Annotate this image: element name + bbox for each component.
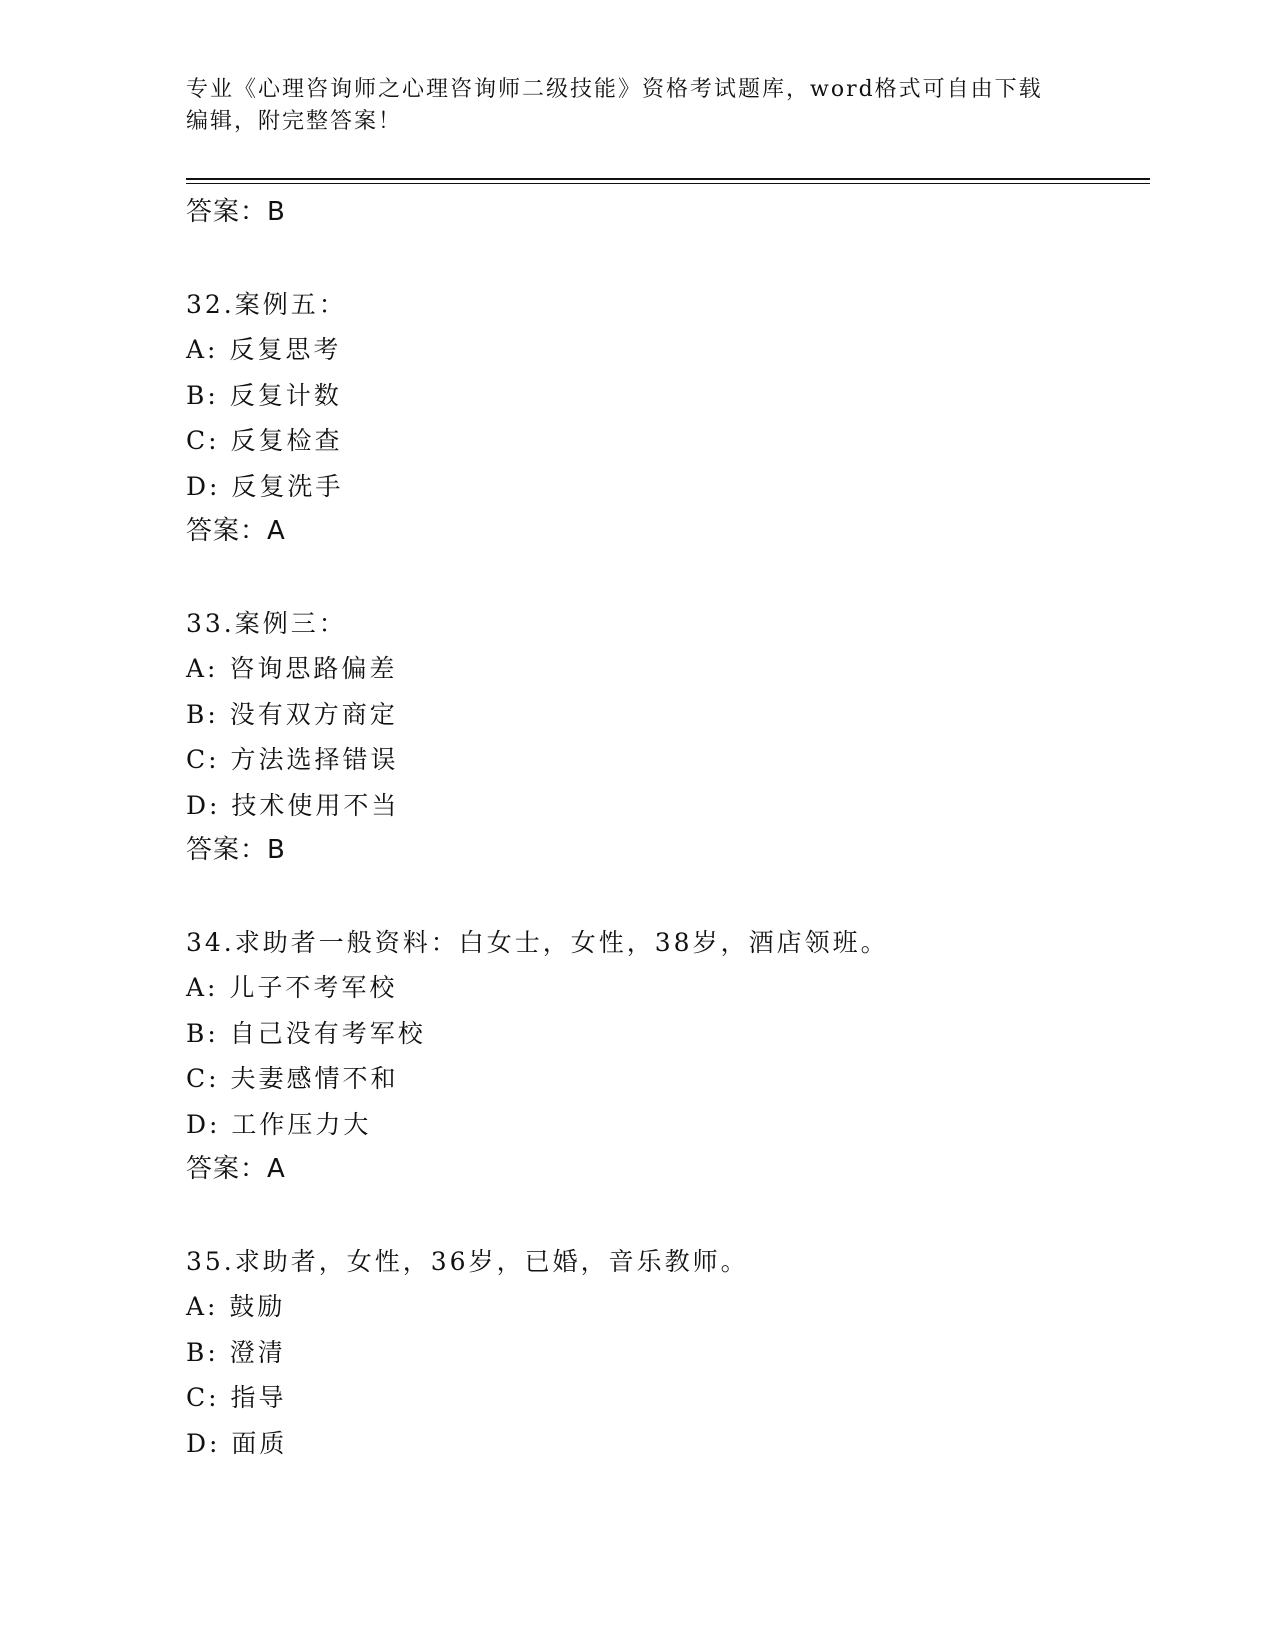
question-stem: 32.案例五： — [186, 289, 347, 319]
question-list — [186, 190, 1150, 1466]
option-a: A: 反复思考 — [186, 335, 342, 364]
option-b: B: 自己没有考军校 — [186, 1018, 426, 1048]
option-a: A: 鼓励 — [186, 1292, 286, 1321]
header-title-line-1: 专业《心理咨询师之心理咨询师二级技能》资格考试题库，word格式可自由下载 — [186, 77, 1043, 102]
question-35 — [186, 1239, 1150, 1467]
question-33 — [186, 601, 1150, 874]
question-stem: 34.求助者一般资料：白女士，女性，38岁，酒店领班。 — [186, 927, 889, 957]
answer-line: 答案：A — [186, 516, 286, 546]
spacer — [186, 555, 1150, 601]
question-34 — [186, 920, 1150, 1193]
spacer — [186, 236, 1150, 282]
option-a: A: 咨询思路偏差 — [186, 654, 398, 683]
option-c: C: 方法选择错误 — [186, 745, 399, 774]
option-c: C: 夫妻感情不和 — [186, 1064, 399, 1093]
answer-line: 答案：B — [186, 835, 286, 865]
header-divider-thick — [186, 178, 1150, 180]
option-b: B: 没有双方商定 — [186, 699, 398, 729]
option-a: A: 儿子不考军校 — [186, 973, 398, 1002]
option-c: C: 反复检查 — [186, 426, 343, 455]
answer-line: 答案：B — [186, 197, 286, 227]
option-c: C: 指导 — [186, 1383, 287, 1412]
document-header — [186, 74, 1086, 138]
option-d: D: 工作压力大 — [186, 1109, 372, 1139]
header-divider-thin — [186, 183, 1150, 184]
spacer — [186, 874, 1150, 920]
spacer — [186, 1193, 1150, 1239]
question-32 — [186, 282, 1150, 555]
option-b: B: 澄清 — [186, 1337, 286, 1367]
option-d: D: 技术使用不当 — [186, 790, 400, 820]
answer-line: 答案：A — [186, 1154, 286, 1184]
option-b: B: 反复计数 — [186, 380, 342, 410]
question-stem: 35.求助者，女性，36岁，已婚，音乐教师。 — [186, 1246, 749, 1276]
option-d: D: 面质 — [186, 1428, 288, 1458]
option-d: D: 反复洗手 — [186, 471, 344, 501]
header-title-line-2: 编辑，附完整答案！ — [186, 109, 403, 134]
question-stem: 33.案例三： — [186, 608, 347, 638]
